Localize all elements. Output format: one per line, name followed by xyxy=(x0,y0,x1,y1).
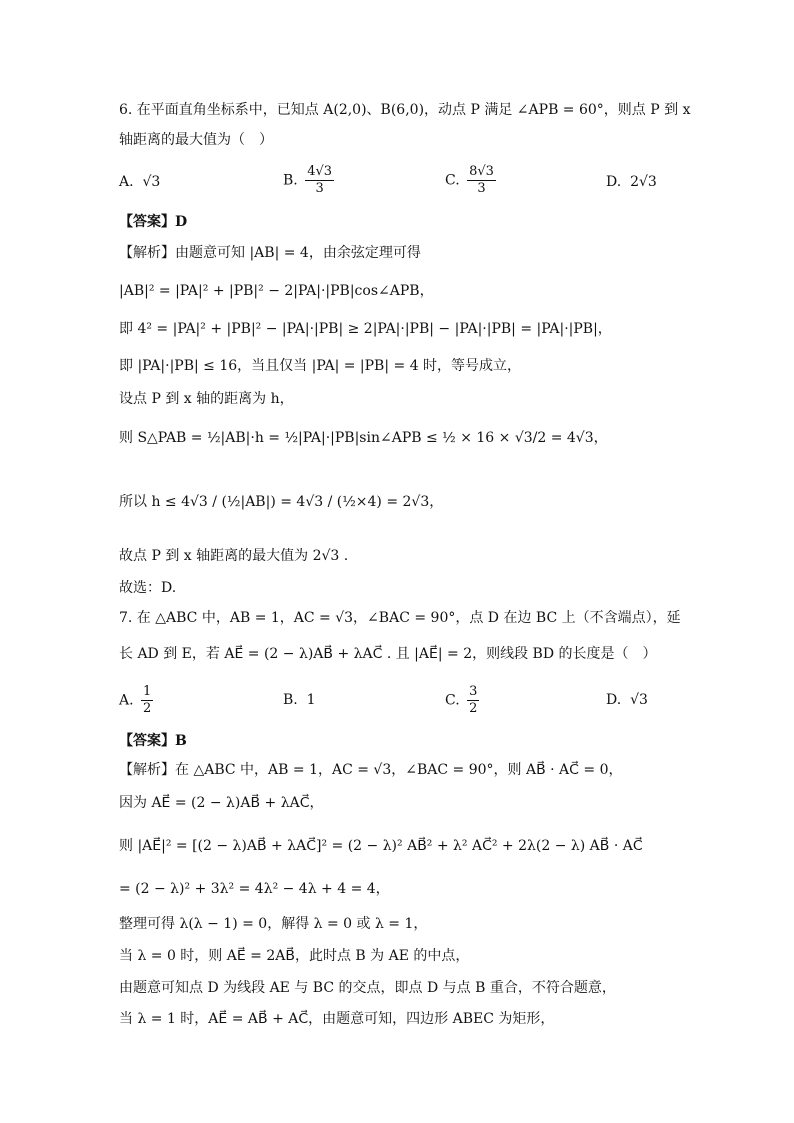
q6-analysis-3: 即 4² = |PA|² + |PB|² − |PA|·|PB| ≥ 2|PA|·|PB| − |PA|·|PB| = |PA|·|PB|， xyxy=(119,321,612,337)
q6-stem-line1: 6. 在平面直角坐标系中，已知点 A(2,0)、B(6,0)，动点 P 满足 ∠APB = 60°，则点 P 到 x xyxy=(119,102,691,118)
q6-analysis-5: 设点 P 到 x 轴的距离为 h， xyxy=(119,391,294,407)
q7-option-c-fraction: $\frac{3}{2}$ xyxy=(469,684,478,716)
q6-option-d: D. 2√3 xyxy=(606,174,657,190)
q7-option-b: B. 1 xyxy=(283,692,316,708)
q7-analysis-8: 当 λ = 1 时，AE⃗ = AB⃗ + AC⃗，由题意可知，四边形 ABEC 为矩形， xyxy=(119,1011,555,1027)
q6-analysis-4: 即 |PA|·|PB| ≤ 16，当且仅当 |PA| = |PB| = 4 时，等号成立， xyxy=(119,358,522,374)
q6-analysis-6: 则 S△PAB = ½|AB|·h = ½|PA|·|PB|sin∠APB ≤ ½ × 16 × √3/2 = 4√3， xyxy=(119,430,608,446)
q6-option-b: B. $\frac{4√3}{3}$ xyxy=(283,164,333,196)
q7-analysis-5: 整理可得 λ(λ − 1) = 0，解得 λ = 0 或 λ = 1， xyxy=(119,916,428,932)
q6-option-a: A. √3 xyxy=(119,174,161,190)
q7-stem-line1: 7. 在 △ABC 中，AB = 1，AC = √3，∠BAC = 90°，点 D 在边 BC 上（不含端点），延 xyxy=(119,610,681,626)
q6-answer: 【答案】D xyxy=(119,214,188,230)
q6-analysis-1: 【解析】由题意可知 |AB| = 4，由余弦定理可得 xyxy=(119,245,421,261)
q6-stem-line2: 轴距离的最大值为（ ） xyxy=(119,132,273,148)
q6-analysis-9: 故选：D. xyxy=(119,580,177,596)
q6-option-c: C. $\frac{8√3}{3}$ xyxy=(445,164,494,196)
q6-analysis-2: |AB|² = |PA|² + |PB|² − 2|PA|·|PB|cos∠APB， xyxy=(119,283,434,299)
q7-analysis-4: = (2 − λ)² + 3λ² = 4λ² − 4λ + 4 = 4， xyxy=(119,881,390,897)
q7-analysis-2: 因为 AE⃗ = (2 − λ)AB⃗ + λAC⃗， xyxy=(119,795,324,811)
q7-option-a-fraction: $\frac{1}{2}$ xyxy=(143,684,152,716)
q7-analysis-6: 当 λ = 0 时，则 AE⃗ = 2AB⃗，此时点 B 为 AE 的中点， xyxy=(119,948,470,964)
q7-analysis-7: 由题意可知点 D 为线段 AE 与 BC 的交点，即点 D 与点 B 重合，不符合题意， xyxy=(119,980,616,996)
q6-option-b-fraction: $\frac{4√3}{3}$ xyxy=(307,164,333,196)
q7-stem-line2: 长 AD 到 E，若 AE⃗ = (2 − λ)AB⃗ + λAC⃗ . 且 |AE⃗| = 2，则线段 BD 的长度是（ ） xyxy=(119,646,657,662)
q7-analysis-3: 则 |AE⃗|² = [(2 − λ)AB⃗ + λAC⃗]² = (2 − λ)² AB⃗² + λ² AC⃗² + 2λ(2 − λ) AB⃗ · AC⃗ xyxy=(119,838,643,854)
q7-option-a: A. $\frac{1}{2}$ xyxy=(119,684,152,716)
q7-option-d: D. √3 xyxy=(606,692,648,708)
q6-option-c-fraction: $\frac{8√3}{3}$ xyxy=(469,164,494,196)
q7-option-c: C. $\frac{3}{2}$ xyxy=(445,684,478,716)
q6-analysis-8: 故点 P 到 x 轴距离的最大值为 2√3 . xyxy=(119,548,349,564)
q7-answer: 【答案】B xyxy=(119,733,187,749)
q6-analysis-7: 所以 h ≤ 4√3 / (½|AB|) = 4√3 / (½×4) = 2√3， xyxy=(119,494,444,510)
q7-analysis-1: 【解析】在 △ABC 中，AB = 1，AC = √3，∠BAC = 90°，则 AB⃗ · AC⃗ = 0， xyxy=(119,762,623,778)
